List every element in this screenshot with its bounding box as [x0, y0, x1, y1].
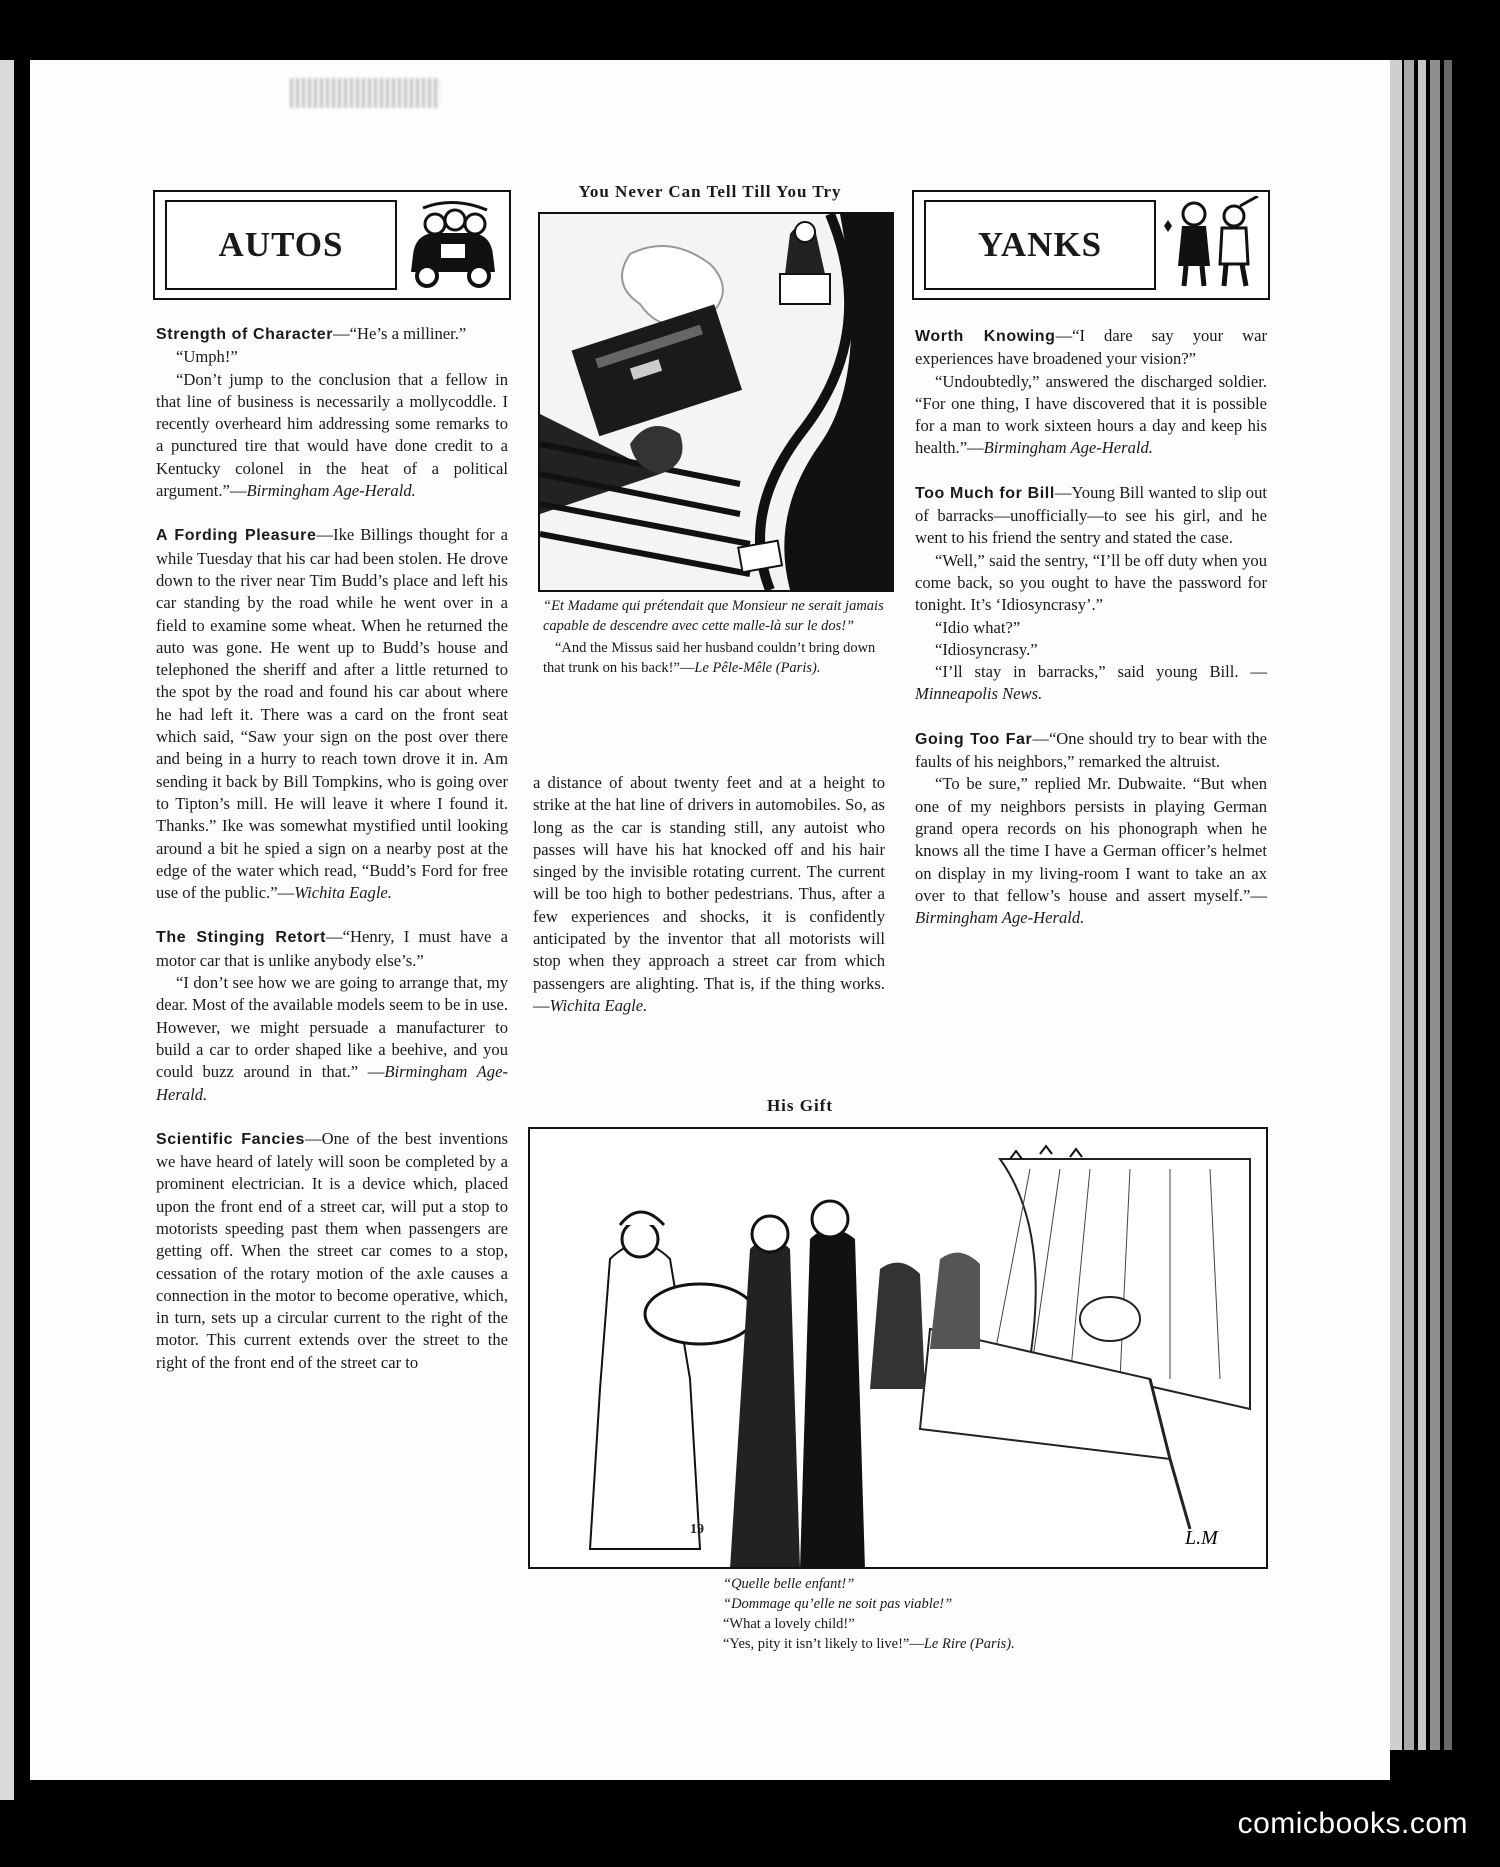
autos-header-box: [153, 190, 511, 300]
page-stack-edge: [1404, 60, 1414, 1750]
his-gift-title: His Gift: [766, 1096, 834, 1115]
his-gift-cartoon-image: [528, 1127, 1268, 1569]
yanks-item-2: Too Much for Bill—Young Bill wanted to slip out of barracks—unofficially—to see his girl, and he went to his friend the sentry and stated the case.: [915, 482, 1267, 548]
page-stack-edge: [1430, 60, 1440, 1750]
yanks-heading: YANKS: [924, 200, 1156, 290]
stairs-trunk-illustration: [540, 214, 892, 590]
yanks-column: Worth Knowing—“I dare say your war experiences have broadened your vision?” “Undoubtedly,” answered the discharged soldier. “For one thing, I have discovered that it is possible for a man to work sixteen hours a day and keep his health.”—Birmingham Age-Herald. Too Much for Bill—Young Bill wanted to slip out of barracks—unofficially—to see his girl, and he went to his friend the sentry and stated the case. “Well,” said the sentry, “I’ll be off duty when you come back, so you ought to have the password for tonight. It’s ‘Idiosyncrasy’.” “Idio what?” “Idiosyncrasy.” “I’ll stay in barracks,” said young Bill. —Minneapolis News. Going Too Far—“One should try to bear with the faults of his neighbors,” remarked the altruist. “To be sure,” replied Mr. Dubwaite. “But when one of my neighbors persists in playing German grand opera records on his phonograph when he knows all the time I have a German officer’s helmet on display in my living-room I want to take an ax over to that fellow’s house and assert myself.”—Birmingham Age-Herald.: [915, 326, 1268, 928]
yanks-header-box: [912, 190, 1270, 300]
yanks-item-3: Going Too Far—“One should try to bear with the faults of his neighbors,” remarked the altruist.: [915, 728, 1267, 772]
watermark: comicbooks.com: [1237, 1807, 1468, 1840]
his-gift-caption: “Quelle belle enfant!” “Dommage qu’elle ne soit pas viable!” “What a lovely child!” “Yes, pity it isn’t likely to live!”—Le Rire (Paris).: [723, 1576, 1015, 1652]
cartoon-title: You Never Can Tell Till You Try: [578, 182, 842, 201]
autos-item-3: The Stinging Retort—“Henry, I must have a motor car that is unlike anybody else’s.”: [156, 927, 508, 970]
trunk-cartoon-caption: “Et Madame qui prétendait que Monsieur ne serait jamais capable de descendre avec cette malle-là sur le dos!” “And the Missus said her husband couldn’t bring down that trunk on his back!”—Le Pêle-Mêle (Paris).: [543, 598, 884, 676]
print-smudge: [290, 78, 440, 108]
left-page-edge: [0, 60, 14, 1800]
yanks-item-1: Worth Knowing—“I dare say your war experiences have broadened your vision?”: [915, 326, 1268, 369]
sickroom-illustration: [530, 1129, 1266, 1567]
page-stack-edge: [1390, 60, 1402, 1750]
autos-heading: AUTOS: [165, 200, 397, 290]
artist-signature: L.M: [1185, 1527, 1218, 1549]
autos-column: Strength of Character—“He’s a milliner.” “Umph!” “Don’t jump to the conclusion that a fellow in that line of business is necessarily a mollycoddle. I recently overheard him addressing some remarks to a punctured tire that would have done credit to a Kentucky colonel in the heat of a political argument.”—Birmingham Age-Herald. A Fording Pleasure—Ike Billings thought for a while Tuesday that his car had been stolen. He drove down to the river near Tim Budd’s place and left his car standing by the road while he went over in a field to examine some wheat. When he returned the auto was gone. He went up to Budd’s house and telephoned the sheriff and after a little returned to the spot by the road and found his car about where he had left it. There was a card on the front seat which said, “Saw your sign on the post over there and being in a hurry to reach town drove it in. Am sending it back by Bill Tompkins, who is going over to Tipton’s mill. He will leave it where I found it. Thanks.” Ike was somewhat mystified until looking around a bit he spied a sign on a nearby post at the edge of the water which read, “Budd’s Ford for free use of the public.”—Wichita Eagle. The Stinging Retort—“Henry, I must have a motor car that is unlike anybody else’s.” “I don’t see how we are going to arrange that, my dear. Most of the available models seem to be in use. However, we might persuade a manufacturer to build a car to order shaped like a beehive, and you could buzz around in that.” —Birmingham Age-Herald. Scientific Fancies—One of the best inventions we have heard of lately will soon be completed by a prominent electrician. It is a device which, placed upon the front end of a street car, will put a stop to motorists speeding past them when passengers are getting off. When the street car comes to a stop, cessation of the rotary motion of the axle causes a connection in the motor to become operative, which, in turn, sets up a circular current to the right of the motor. This current extends over the street to the right of the front end of the street car to: [156, 323, 508, 1374]
trunk-cartoon-image: [538, 212, 894, 592]
soldiers-cartoon-icon: [1154, 196, 1264, 292]
page-stack-edge: [1418, 60, 1426, 1750]
car-cartoon-icon: [403, 200, 503, 290]
page-number: 19: [690, 1522, 704, 1537]
autos-item-4: Scientific Fancies—One of the best inventions we have heard of lately will soon be completed by a prominent electrician. It is a device which, placed upon the front end of a street car, will put a stop to motorists speeding past them when passengers are getting off. When the street car comes to a stop, cessation of the rotary motion of the axle causes a connection in the motor to become operative, which, in turn, sets up a circular current to the right of the motor. This current extends over the street to the right of the front end of the street car to: [156, 1128, 508, 1372]
autos-item-2: A Fording Pleasure—Ike Billings thought for a while Tuesday that his car had been stolen. He drove down to the river near Tim Budd’s place and left his car standing by the road while he went over in a field to examine some wheat. When he returned the auto was gone. He went up to Budd’s house and telephoned the sheriff and after a little returned to the spot by the road and found his car about where he had left it. There was a card on the front seat which said, “Saw your sign on the post over there and being in a hurry to reach town drove it in. Am sending it back by Bill Tompkins, who is going over to Tipton’s mill. He will leave it where I found it. Thanks.” Ike was somewhat mystified until looking around a bit he spied a sign on a nearby post at the edge of the water which read, “Budd’s Ford for free use of the public.”—Wichita Eagle.: [156, 525, 508, 903]
middle-column-continued: a distance of about twenty feet and at a height to strike at the hat line of drivers in automobiles. So, as long as the car is standing still, any autoist who passes will have his hat knocked off and his hair singed by the invisible rotating current. The current will be too high to bother pedestrians. Thus, after a few experiences and shocks, it is confidently anticipated by the inventor that all motorists will stop when they approach a street car from which passengers are alighting. That is, if the thing works.—Wichita Eagle.: [533, 773, 885, 1015]
autos-item-1: Strength of Character—“He’s a milliner.”: [156, 324, 467, 343]
page-stack-edge: [1444, 60, 1452, 1750]
